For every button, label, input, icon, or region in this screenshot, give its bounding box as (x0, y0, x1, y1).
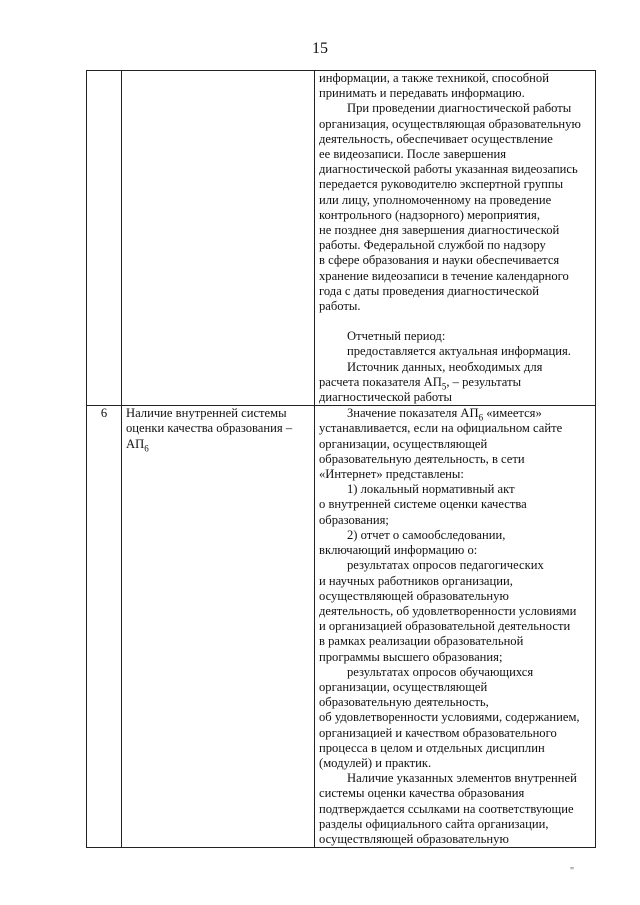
description-line: информации, а также техникой, способной (319, 71, 549, 85)
description-line: диагностической работы (319, 390, 452, 405)
indicator-table (86, 70, 596, 848)
description-line: образовательную деятельность, (319, 695, 489, 710)
description-line: включающий информацию о: (319, 543, 478, 558)
description-line: процесса в целом и отдельных дисциплин (319, 740, 545, 755)
description-line: не позднее дня завершения диагностической (319, 223, 560, 238)
indicator-code: $АП_6$ (126, 436, 149, 454)
description-line: образования; (319, 512, 389, 527)
description-line: разделы официального сайта организации, (319, 816, 549, 831)
description-line: деятельность, обеспечивает осуществление (319, 131, 553, 146)
description-line: деятельность, об удовлетворенности условиями (319, 603, 577, 618)
indicator-name-line: Наличие внутренней системы (126, 406, 287, 421)
description-line: программы высшего образования; (319, 649, 503, 664)
indicator-name-cell (122, 71, 315, 406)
description-line: (модулей) и практик. (319, 755, 432, 770)
description-line: диагностической работы указанная видеозапись (319, 162, 578, 177)
row-number-cell (87, 71, 122, 406)
description-line: Отчетный период: (347, 329, 446, 344)
description-line: «Интернет» представлены: (319, 467, 464, 482)
description-line (319, 314, 591, 329)
description-line: 1) локальный нормативный акт (347, 482, 515, 497)
indicator-description-cell (315, 71, 596, 406)
description-line: в рамках реализации образовательной (319, 634, 524, 649)
indicator-name-line: оценки качества образования – (126, 421, 293, 436)
description-line: об удовлетворенности условиями, содержанием, (319, 710, 580, 725)
description-line: организации, осуществляющей (319, 679, 488, 694)
description-line: и организацией образовательной деятельности (319, 619, 571, 634)
description-line: 2) отчет о самообследовании, (347, 527, 506, 542)
description-line: о внутренней системе оценки качества (319, 497, 527, 512)
indicator-description-cell (315, 406, 596, 848)
description-line: осуществляющей образовательную (319, 831, 509, 846)
description-line: организации, осуществляющей (319, 436, 488, 451)
description-line: года с даты проведения диагностической (319, 283, 539, 298)
description-line: расчета показателя $АП_5$, – результаты (319, 374, 522, 392)
description-line: подтверждается ссылками на соответствующие (319, 801, 574, 816)
description-line: хранение видеозаписи в течение календарного (319, 268, 569, 283)
description-line: работы. Федеральной службой по надзору (319, 238, 546, 253)
description-line: передается руководителю экспертной группы (319, 177, 564, 192)
description-line: в сфере образования и науки обеспечивается (319, 253, 560, 268)
description-line: Наличие указанных элементов внутренней (347, 771, 577, 786)
row-number-cell: 6 (87, 406, 122, 848)
description-line: образовательную деятельность, в сети (319, 451, 525, 466)
table-row (87, 406, 596, 848)
description-line: ее видеозаписи. После завершения (319, 147, 507, 162)
description-line: Источник данных, необходимых для (347, 359, 543, 374)
description-line: предоставляется актуальная информация. (347, 344, 571, 359)
indicator-name-cell (122, 406, 315, 848)
description-line: результатах опросов обучающихся (347, 664, 534, 679)
description-text (319, 71, 591, 375)
scan-mark: " (570, 866, 575, 877)
table-row (87, 71, 596, 406)
description-line: и научных работников организации, (319, 573, 513, 588)
description-line: устанавливается, если на официальном сайте (319, 421, 563, 436)
description-line: Значение показателя $АП_6$ «имеется» (347, 406, 542, 423)
description-line: системы оценки качества образования (319, 786, 525, 801)
description-line: осуществляющей образовательную (319, 588, 509, 603)
description-text (319, 421, 591, 847)
description-line: организацией и качеством образовательного (319, 725, 557, 740)
description-line: результатах опросов педагогических (347, 558, 544, 573)
description-line: контрольного (надзорного) мероприятия, (319, 207, 540, 222)
description-line: При проведении диагностической работы (347, 101, 572, 116)
description-line: организация, осуществляющая образовательную (319, 116, 581, 131)
description-line: или лицу, уполномоченному на проведение (319, 192, 552, 207)
description-line: работы. (319, 299, 361, 314)
description-line: принимать и передавать информацию. (319, 86, 525, 101)
page-number: 15 (312, 40, 328, 57)
